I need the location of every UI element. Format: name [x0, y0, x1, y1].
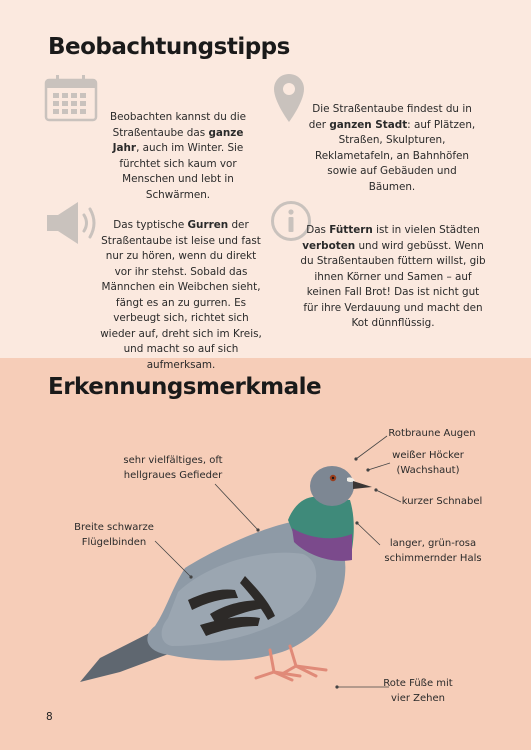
label-cere: weißer Höcker (Wachshaut) [392, 450, 464, 476]
label-beak: kurzer Schnabel [401, 496, 483, 507]
label-feet: Rote Füße mit vier Zehen [383, 678, 453, 704]
tip-cooing: Das typtische Gurren der Straßentaube ist leise und fast nur zu hören, wenn du direkt vor ihr stehst. Sobald das Männchen ein Weibchen sieht, fängt es an zu gurren. Es verbeugt sich, richtet sich wieder auf, dreht sich im Kreis, und macht so auf sich aufmerksam. [100, 219, 262, 371]
callout-plumage [215, 484, 258, 530]
label-eyes: Rotbraune Augen [388, 428, 476, 439]
label-plumage: sehr vielfältiges, oft hellgraues Gefieder [123, 455, 223, 481]
tips-heading: Beobachtungstipps [48, 34, 290, 60]
page-number: 8 [46, 711, 53, 723]
label-wingbars: Breite schwarze Flügelbinden [74, 522, 154, 548]
features-heading: Erkennungsmerkmale [48, 374, 322, 400]
tip-location: Die Straßentaube findest du in der ganzen Stadt: auf Plätzen, Straßen, Skulpturen, Reklametafeln, an Bahnhöfen sowie auf Gebäuden und Bäumen. [308, 103, 476, 193]
label-neck: langer, grün-rosa schimmernder Hals [384, 538, 482, 564]
tip-feeding: Das Füttern ist in vielen Städten verboten und wird gebüsst. Wenn du Straßentauben füttern willst, gib ihnen Körner und Samen – auf keinen Fall Brot! Das ist nicht gut für ihre Verdauung und macht den Kot dünnflüssig. [300, 224, 486, 329]
tip-season: Beobachten kannst du die Straßentaube das ganze Jahr, auch im Winter. Sie fürchtet sich kaum vor Menschen und lebt in Schwärmen. [109, 111, 247, 201]
